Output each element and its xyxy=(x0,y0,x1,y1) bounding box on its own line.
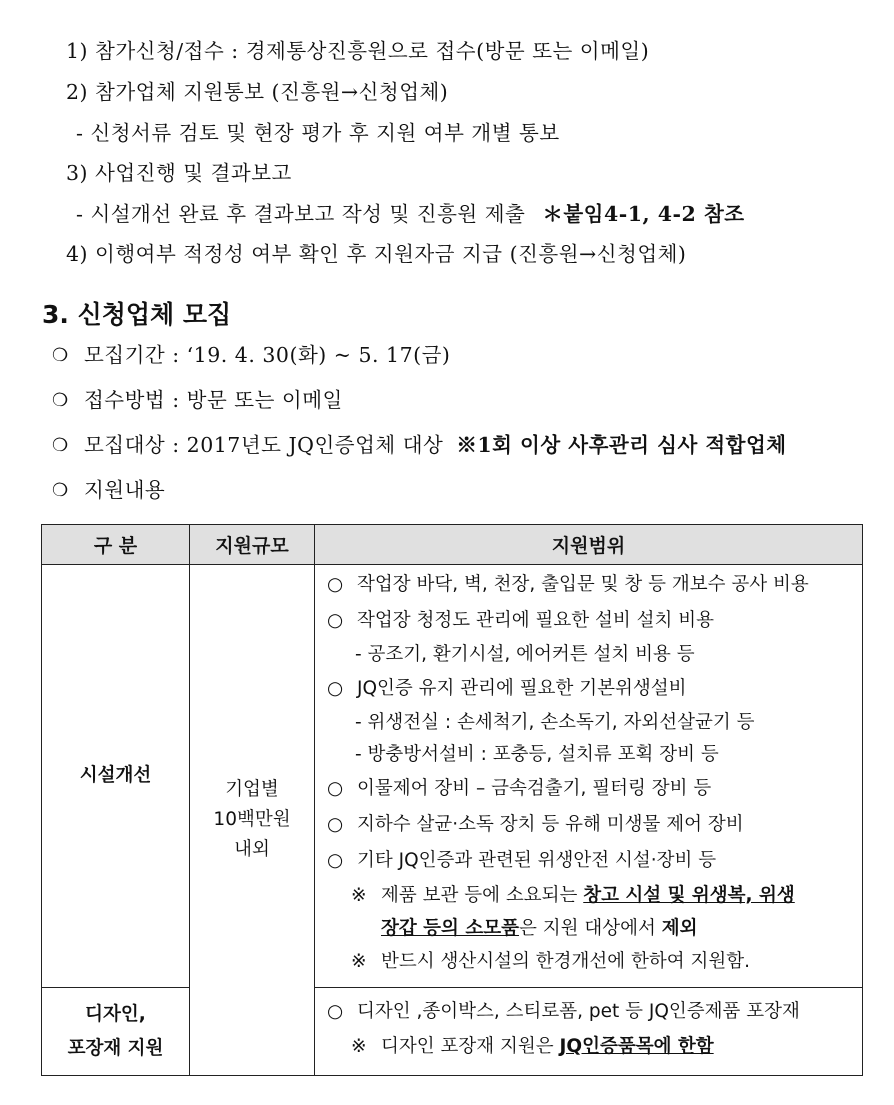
category-design-packaging: 디자인, 포장재 지원 xyxy=(42,988,190,1076)
design-range xyxy=(315,988,863,1076)
recruit-period: 모집기간 : ‘19. 4. 30(화) ~ 5. 17(금) xyxy=(84,343,451,367)
list-item: ○ JQ인증 유지 관리에 필요한 기본위생설비 xyxy=(327,671,852,707)
facility-range xyxy=(315,565,863,988)
header-category: 구 분 xyxy=(42,525,190,565)
circle-bullet-icon: ○ xyxy=(327,678,344,699)
list-item: ○ 지하수 살균·소독 장치 등 유해 미생물 제어 장비 xyxy=(327,807,852,843)
recruit-content: 지원내용 xyxy=(84,478,166,502)
excluded-consumables: 장갑 등의 소모품 xyxy=(381,918,519,939)
exclusion-note-cont: 장갑 등의 소모품은 지원 대상에서 제외 xyxy=(381,918,698,939)
list-subitem: - 방충방서설비 : 포충등, 설치류 포획 장비 등 xyxy=(355,744,719,765)
table-row xyxy=(42,565,863,988)
recruit-target-line xyxy=(52,432,787,460)
procedure-3-detail-line xyxy=(76,201,745,227)
attachment-reference: ＊붙임4-1, 4-2 참조 xyxy=(542,202,745,226)
support-table xyxy=(41,524,863,1076)
bullet-circle-icon: ❍ xyxy=(52,435,69,456)
reference-mark-icon: ※ xyxy=(351,885,367,906)
list-item: ○ 디자인 ,종이박스, 스티로폼, pet 등 JQ인증제품 포장재 xyxy=(327,994,852,1030)
exclusion-note: ※ 제품 보관 등에 소요되는 창고 시설 및 위생복, 위생 xyxy=(327,879,852,912)
recruit-target-note: ※1회 이상 사후관리 심사 적합업체 xyxy=(456,433,787,457)
procedure-3: 3) 사업진행 및 결과보고 xyxy=(66,161,292,185)
procedure-2-detail: - 신청서류 검토 및 현장 평가 후 지원 여부 개별 통보 xyxy=(76,121,560,145)
section-title: 3. 신청업체 모집 xyxy=(42,300,232,329)
bullet-circle-icon: ❍ xyxy=(52,480,69,501)
procedure-1: 1) 참가신청/접수 : 경제통상진흥원으로 접수(방문 또는 이메일) xyxy=(66,39,650,63)
procedure-4: 4) 이행여부 적정성 여부 확인 후 지원자금 지급 (진흥원→신청업체) xyxy=(66,242,687,266)
circle-bullet-icon: ○ xyxy=(327,1001,344,1022)
list-item: ○ 이물제어 장비 – 금속검출기, 필터링 장비 등 xyxy=(327,771,852,807)
procedure-3-detail: - 시설개선 완료 후 결과보고 작성 및 진흥원 제출 xyxy=(76,202,526,226)
reference-mark-icon: ※ xyxy=(351,1036,367,1057)
circle-bullet-icon: ○ xyxy=(327,814,344,835)
list-subitem: - 공조기, 환기시설, 에어커튼 설치 비용 등 xyxy=(355,644,695,665)
recruit-content-line xyxy=(52,477,165,505)
bullet-circle-icon: ❍ xyxy=(52,390,69,411)
bullet-circle-icon: ❍ xyxy=(52,345,69,366)
recruit-method: 접수방법 : 방문 또는 이메일 xyxy=(84,388,343,412)
list-item: ○ 기타 JQ인증과 관련된 위생안전 시설·장비 등 xyxy=(327,843,852,879)
recruit-method-line xyxy=(52,387,343,415)
circle-bullet-icon: ○ xyxy=(327,574,344,595)
recruit-period-line xyxy=(52,342,450,370)
list-item: ○ 작업장 청정도 관리에 필요한 설비 설치 비용 xyxy=(327,603,852,639)
jq-items-limit: JQ인증품목에 한함 xyxy=(559,1036,714,1057)
header-scale: 지원규모 xyxy=(190,525,315,565)
reference-mark-icon: ※ xyxy=(351,951,367,972)
support-scale xyxy=(190,565,315,1076)
header-range: 지원범위 xyxy=(315,525,863,565)
recruit-target: 모집대상 : 2017년도 JQ인증업체 대상 xyxy=(84,433,444,457)
scale-line: 10백만원 xyxy=(213,809,291,830)
procedure-2: 2) 참가업체 지원통보 (진흥원→신청업체) xyxy=(66,80,449,104)
excluded-items: 창고 시설 및 위생복, 위생 xyxy=(583,885,795,906)
scale-line: 기업별 xyxy=(225,779,279,800)
circle-bullet-icon: ○ xyxy=(327,778,344,799)
category-facility: 시설개선 xyxy=(42,565,190,988)
table-row xyxy=(42,988,863,1076)
exclusion-word: 제외 xyxy=(661,918,698,939)
list-item: ○ 작업장 바닥, 벽, 천장, 출입문 및 창 등 개보수 공사 비용 xyxy=(327,567,852,603)
limitation-note: ※ 반드시 생산시설의 한경개선에 한하여 지원함. xyxy=(327,945,852,978)
circle-bullet-icon: ○ xyxy=(327,850,344,871)
design-note: ※ 디자인 포장재 지원은 JQ인증품목에 한함 xyxy=(327,1030,852,1063)
scale-line: 내외 xyxy=(234,839,270,860)
table-header-row xyxy=(42,525,863,565)
circle-bullet-icon: ○ xyxy=(327,610,344,631)
list-subitem: - 위생전실 : 손세척기, 손소독기, 자외선살균기 등 xyxy=(355,712,755,733)
